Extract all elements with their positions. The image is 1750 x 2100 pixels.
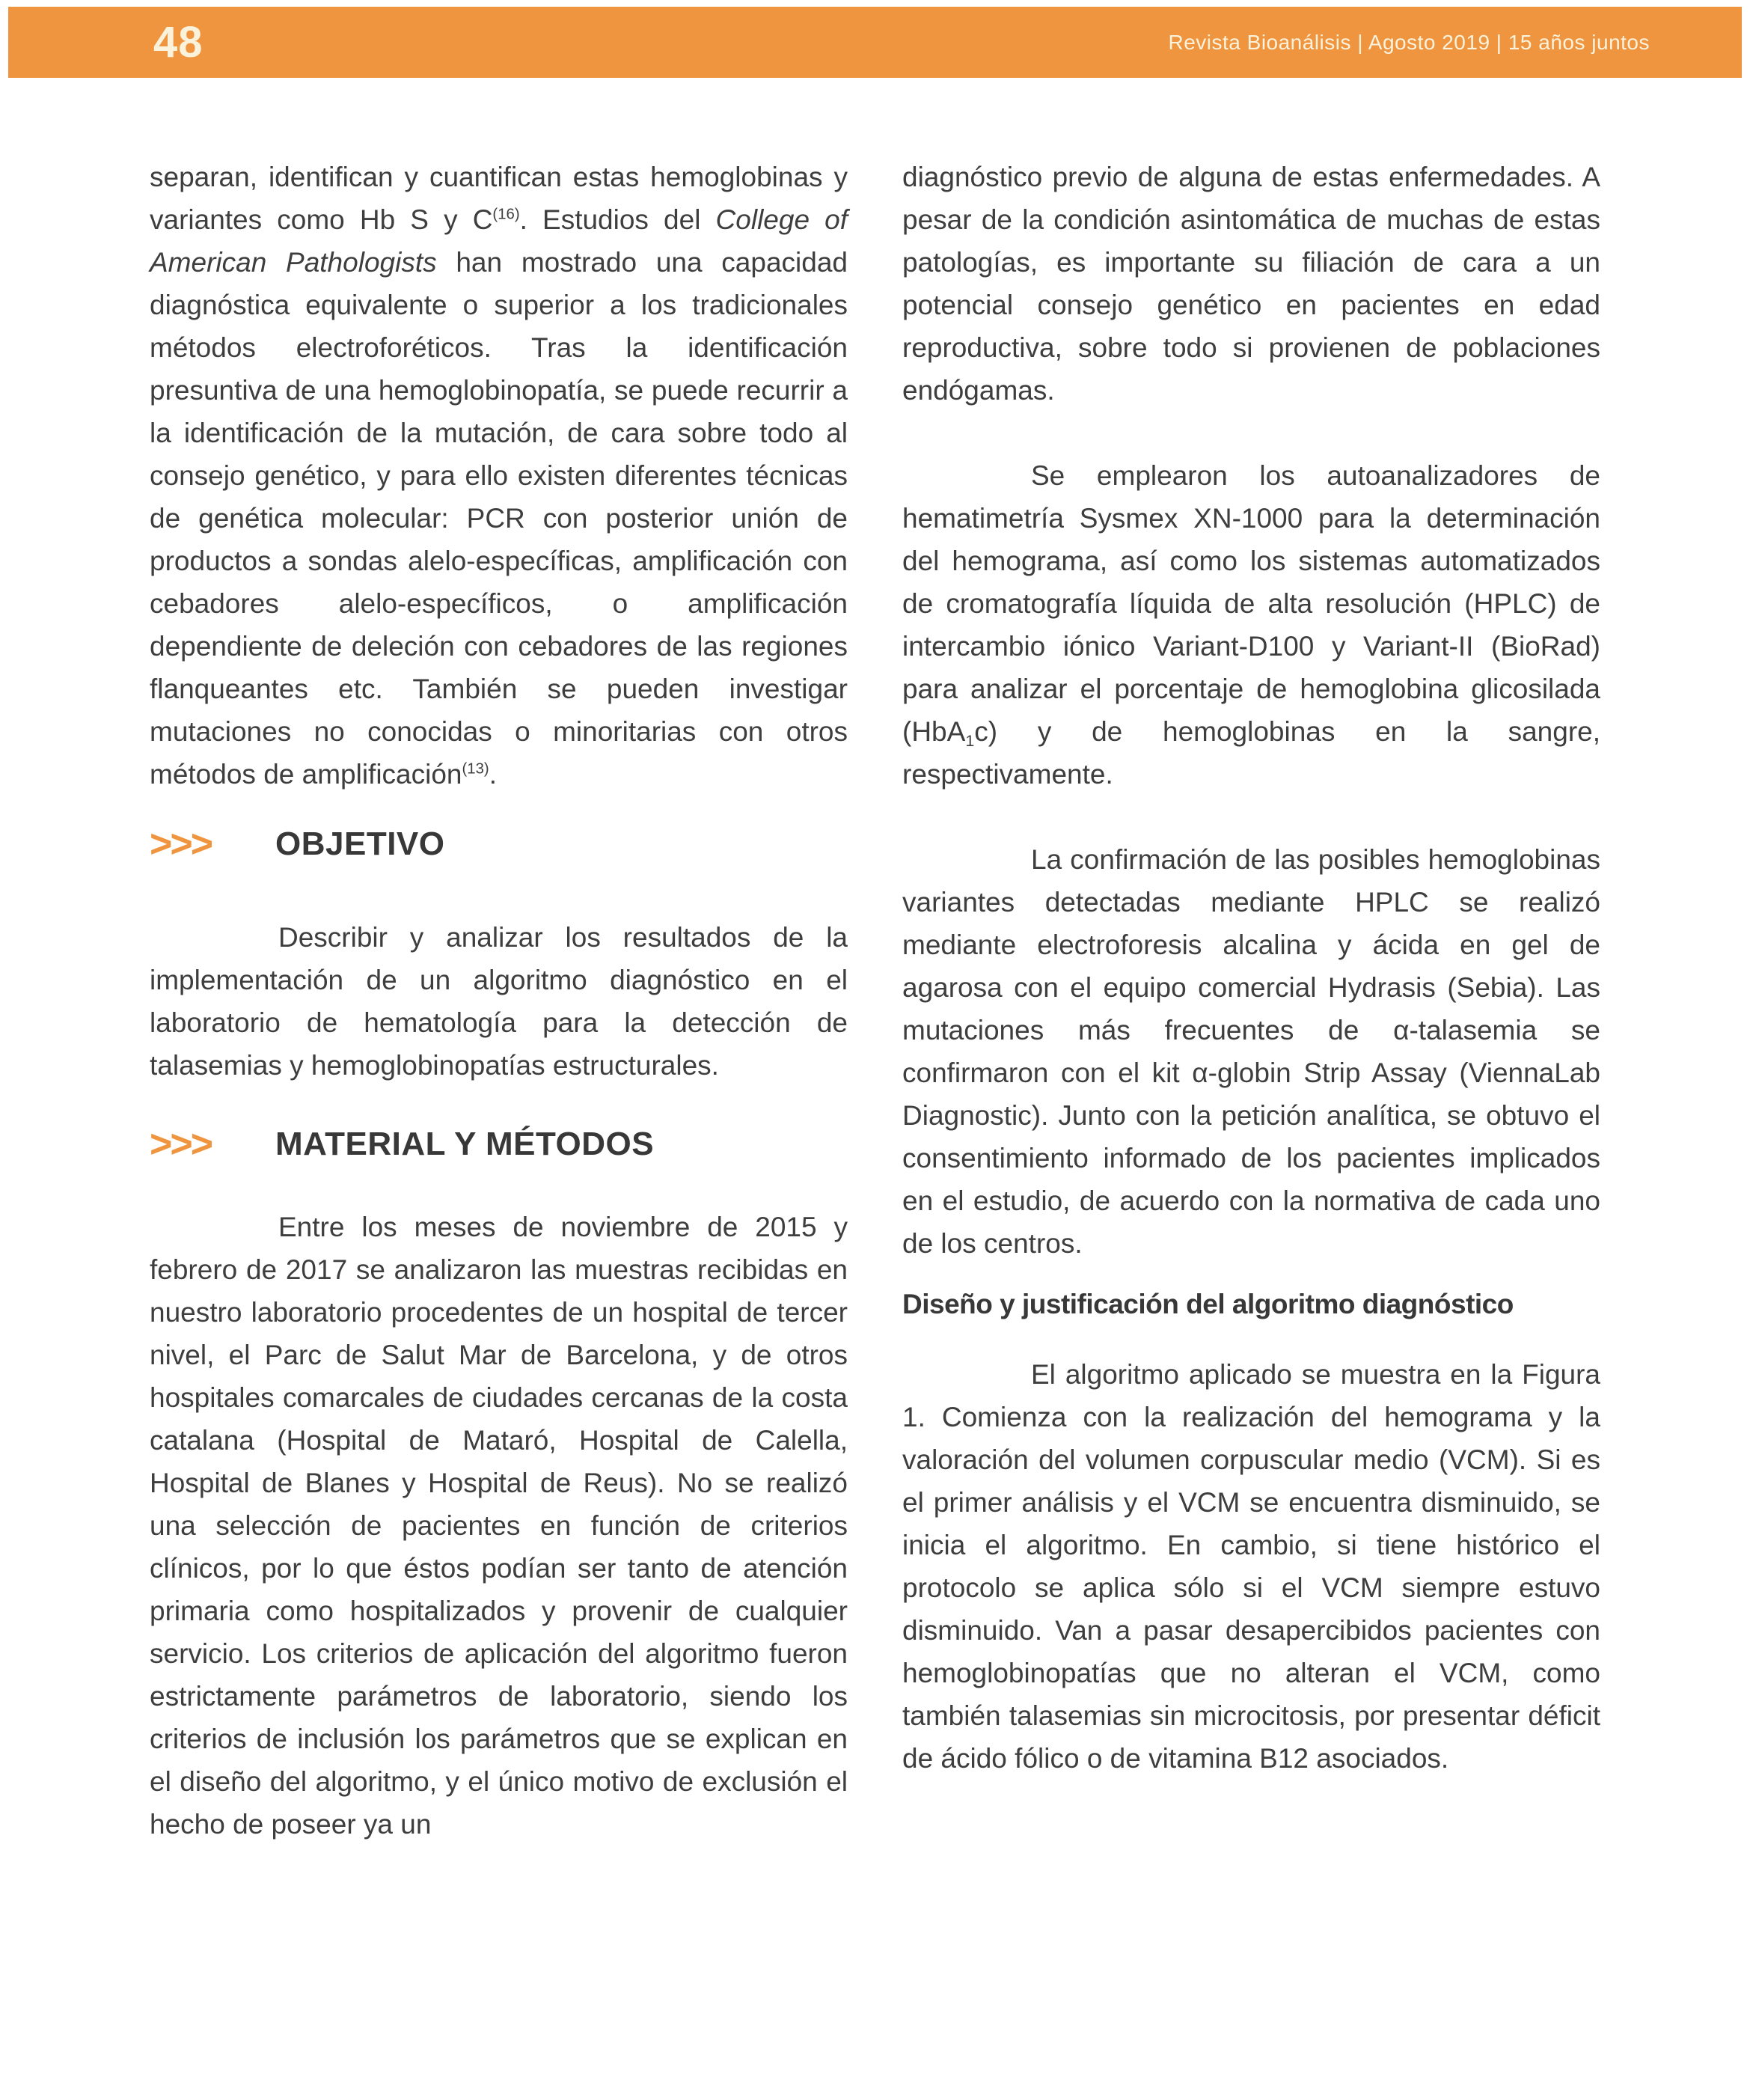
page-number: 48 <box>153 18 204 67</box>
left-column <box>150 156 848 1846</box>
body-paragraph-diagnostico-previo: diagnóstico previo de alguna de estas enfermedades. A pesar de la condición asintomática de muchas de estas patologías, es importante su filiación de cara a un potencial consejo genético en pacientes en edad reproductiva, sobre todo si provienen de poblaciones endógamas. <box>902 162 1600 406</box>
body-paragraph-methods-intro-continued: separan, identifican y cuantifican estas hemoglobinas y variantes como Hb S y $C^{(16)}$. Estudios del College of American Pathologists han mostrado una capacidad diagnóstica equivalente o superior a los tradicionales métodos electroforéticos. Tras la identificación presuntiva de una hemoglobinopatía, se puede recurrir a la identificación de la mutación, de cara sobre todo al consejo genético, y para ello existen diferentes técnicas de genética molecular: PCR con posterior unión de productos a sondas alelo-específicas, amplificación con cebadores alelo-específicos, o amplificación dependiente de deleción con cebadores de las regiones flanqueantes etc. También se pueden investigar mutaciones no conocidas o minoritarias con otros métodos de amplificación$^{(13)}$. <box>150 162 848 790</box>
body-paragraph-confirmacion: La confirmación de las posibles hemoglobinas variantes detectadas mediante HPLC se realizó mediante electroforesis alcalina y ácida en gel de agarosa con el equipo comercial Hydrasis (Sebia). Las mutaciones más frecuentes de α-talasemia se confirmaron con el kit α-globin Strip Assay (ViennaLab Diagnostic). Junto con la petición analítica, se obtuvo el consentimiento informado de los pacientes implicados en el estudio, de acuerdo con la normativa de cada uno de los centros. <box>902 844 1600 1259</box>
triple-chevron-icon: >>> <box>150 1123 212 1166</box>
section-heading-objetivo <box>150 822 848 867</box>
triple-chevron-icon: >>> <box>150 822 212 866</box>
body-paragraph-material-y-metodos: Entre los meses de noviembre de 2015 y febrero de 2017 se analizaron las muestras recibidas en nuestro laboratorio procedentes de un hospital de tercer nivel, el Parc de Salut Mar de Barcelona, y de otros hospitales comarcales de ciudades cercanas de la costa catalana (Hospital de Mataró, Hospital de Calella, Hospital de Blanes y Hospital de Reus). No se realizó una selección de pacientes en función de criterios clínicos, por lo que éstos podían ser tanto de atención primaria como hospitalizados y provenir de cualquier servicio. Los criterios de aplicación del algoritmo fueron estrictamente parámetros de laboratorio, siendo los criterios de inclusión los parámetros que se explican en el diseño del algoritmo, y el único motivo de exclusión el hecho de poseer ya un <box>150 1212 848 1840</box>
section-heading-material-y-metodos <box>150 1122 848 1167</box>
journal-title-line: Revista Bioanálisis | Agosto 2019 | 15 años juntos <box>1168 30 1650 54</box>
body-paragraph-autoanalizadores: Se emplearon los autoanalizadores de hematimetría Sysmex XN-1000 para la determinación del hemograma, así como los sistemas automatizados de cromatografía líquida de alta resolución (HPLC) de intercambio iónico Variant-D100 y Variant-II (BioRad) para analizar el porcentaje de hemoglobina glicosilada (HbA$_1$c) y de hemoglobinas en la sangre, respectivamente. <box>902 460 1600 790</box>
right-column <box>902 156 1600 1780</box>
subsection-heading-diseno-algoritmo: Diseño y justificación del algoritmo diagnóstico <box>902 1289 1514 1319</box>
section-title-objetivo: OBJETIVO <box>275 825 445 862</box>
section-title-material-y-metodos: MATERIAL Y MÉTODOS <box>275 1126 655 1162</box>
page-header-bar <box>8 7 1742 78</box>
body-paragraph-algoritmo-aplicado: El algoritmo aplicado se muestra en la Figura 1. Comienza con la realización del hemograma y la valoración del volumen corpuscular medio (VCM). Si es el primer análisis y el VCM se encuentra disminuido, se inicia el algoritmo. En cambio, si tiene histórico el protocolo se aplica sólo si el VCM siempre estuvo disminuido. Van a pasar desapercibidos pacientes con hemoglobinopatías que no alteran el VCM, como también talasemias sin microcitosis, por presentar déficit de ácido fólico o de vitamina B12 asociados. <box>902 1359 1600 1774</box>
body-paragraph-objetivo: Describir y analizar los resultados de la implementación de un algoritmo diagnóstico en el laboratorio de hematología para la detección de talasemias y hemoglobinopatías estructurales. <box>150 922 848 1081</box>
